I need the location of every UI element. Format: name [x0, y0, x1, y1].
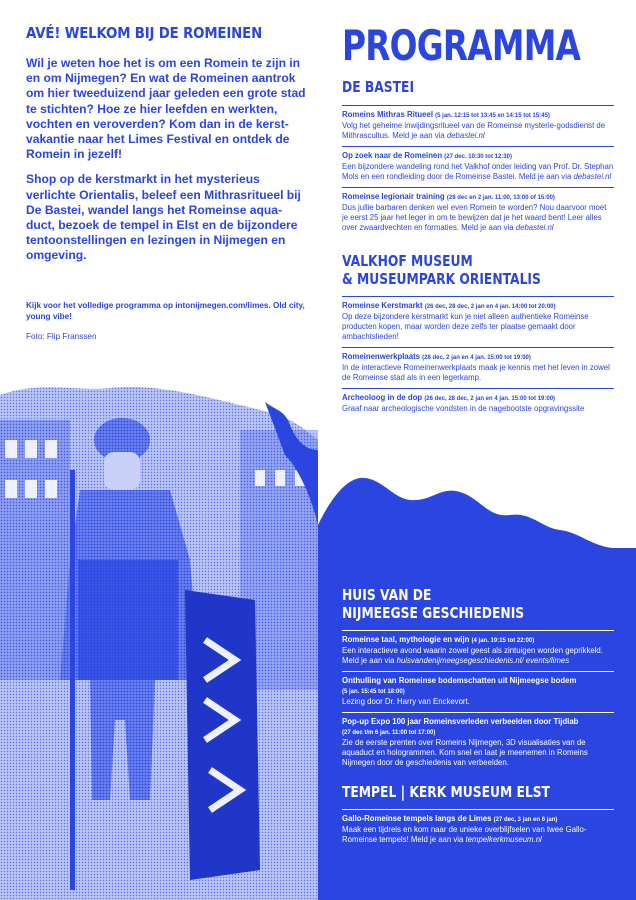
programme-item [342, 187, 614, 238]
item-title: Op zoek naar de Romeinen [342, 151, 443, 160]
programme-item [342, 712, 614, 773]
item-date: (28 dec en 2 jan. 11:00, 13:00 of 15:00) [446, 195, 555, 201]
intro-column [26, 24, 308, 341]
item-date: (27 dec, 3 jan en 6 jan) [493, 817, 558, 823]
item-date: (26 dec, 28 dec, 2 jan en 4 jan. 15:00 tot 19:00) [424, 396, 556, 402]
item-body: Maak een tijdreis en kom naar de unieke overblijfselen van twee Gallo-Romeinse tempels! Meld je aan via [342, 825, 587, 844]
item-title: Romeinse legionair training [342, 192, 445, 201]
item-link[interactable]: debastei.nl [446, 131, 485, 140]
programme-item [342, 630, 614, 671]
item-date: (27 dec t/m 6 jan. 11:00 tot 17:00) [342, 730, 436, 736]
item-link[interactable]: tempelkerkmuseum.nl [465, 835, 542, 844]
item-link[interactable]: debastei.nl [573, 172, 612, 181]
item-date: (5 jan. 15:45 tot 18:00) [342, 689, 405, 695]
section-title-huis-1: HUIS VAN DE [342, 586, 432, 604]
item-date: (27 dec. 10:30 tot 12:30) [444, 154, 512, 160]
programme-item [342, 105, 614, 146]
item-date: (5 jan. 12:15 tot 13:45 en 14:15 tot 15:45) [435, 113, 550, 119]
programme-title: PROGRAMMA [342, 21, 581, 70]
section-title-huis-2: NIJMEEGSE GESCHIEDENIS [342, 604, 525, 622]
section-title-tempel: TEMPEL | KERK MUSEUM ELST [342, 783, 551, 801]
item-title: Gallo-Romeinse tempels langs de Limes [342, 814, 492, 823]
item-title: Onthulling van Romeinse bodemschatten uit Nijmeegse bodem [342, 676, 577, 685]
item-date: (28 dec, 2 jan en 4 jan. 15:00 tot 19:00) [422, 355, 531, 361]
item-body: Een bijzondere wandeling rond het Valkhof onder leiding van Prof. Dr. Stephan Mols en een rondleiding door de Romeinse Bastei. Meld je aan via [342, 162, 614, 181]
programme-item [342, 146, 614, 187]
item-link[interactable]: debastei.nl [515, 223, 554, 232]
item-body: Graaf naar archeologische vondsten in de nagebootste opgravingssite [342, 404, 585, 413]
item-title: Romeinse Kerstmarkt [342, 301, 423, 310]
programme-item [342, 347, 614, 388]
item-body: Volg het geheime inwijdingsritueel van de Romeinse mysterie-godsdienst de Mithrascultus. Meld je aan via [342, 121, 606, 140]
programme-column-lower [342, 586, 614, 850]
intro-heading: AVÉ! WELKOM BIJ DE ROMEINEN [26, 24, 263, 42]
item-body: Een interactieve avond waarin zowel geest als zintuigen worden geprikkeld. Meld je aan via [342, 646, 603, 665]
section-title-bastei: DE BASTEI [342, 78, 415, 96]
programme-item [342, 296, 614, 347]
programme-item [342, 671, 614, 712]
photo-credit: Foto: Flip Franssen [26, 331, 97, 341]
item-date: (4 jan. 19:15 tot 22:00) [471, 638, 535, 644]
item-title: Romeins Mithras Ritueel [342, 110, 433, 119]
item-body: In de interactieve Romeinenwerkplaats maak je kennis met het leven in zowel de Romeinse stad als in een legerkamp. [342, 363, 610, 382]
item-body: Op deze bijzondere kerstmarkt kun je niet alleen authentieke Romeinse producten kopen, maar worden deze zelfs ter plaatse gemaakt door ambachtslieden! [342, 312, 589, 341]
intro-paragraph-2: Shop op de kerstmarkt in het mysterieus verlichte Orientalis, beleef een Mithrasritueel bij De Bastei, wandel langs het Romeinse aqua-duct, bezoek de tempel in Elst en de bijzondere tentoonstellingen en lezingen in Nijmegen en omgeving. [26, 172, 301, 263]
intro-paragraph-1: Wil je weten hoe het is om een Romein te zijn in en om Nijmegen? En wat de Romeinen aantrok om hier tweeduizend jaar geleden een grote stad te stichten? Hoe ze hier leefden en werkten, vochten en veroverden? Kom dan in de kerst-vakantie naar het Limes Festival en ontdek de Romein in jezelf! [26, 56, 306, 162]
programme-column [342, 22, 614, 419]
section-title-valkhof-2: & MUSEUMPARK ORIENTALIS [342, 270, 541, 288]
item-title: Romeinse taal, mythologie en wijn [342, 635, 470, 644]
item-body: Dus jullie barbaren denken wel even Romein te worden? Nou daarvoor moet je eerst 25 jaar het leger in om te bewijzen dat je het waard bent! Leer alles over zwaardvechten en formaties. Meld je aan via [342, 203, 607, 232]
section-title-valkhof-1: VALKHOF MUSEUM [342, 252, 473, 270]
programme-item [342, 388, 614, 419]
more-info-text: Kijk voor het volledige programma op intonijmegen.com/limes. Old city, young vibe! [26, 300, 305, 321]
item-body: Lezing door Dr. Harry van Enckevort. [342, 697, 470, 706]
programme-item [342, 809, 614, 850]
item-body: Zie de eerste prenten over Romeins Nijmegen, 3D visualisaties van de aquaduct en hologrammen. Kom snel en laat je meenemen in Romeins Nijmegen door de geschiedenis van verbeelden. [342, 738, 588, 767]
item-date: (26 dec, 28 dec, 2 jan en 4 jan. 14:00 tot 20:00) [424, 304, 556, 310]
item-title: Archeoloog in de dop [342, 393, 423, 402]
item-title: Pop-up Expo 100 jaar Romeinsverleden verbeelden door Tijdlab [342, 717, 579, 726]
item-title: Romeinenwerkplaats [342, 352, 420, 361]
item-link[interactable]: huisvandenijmeegsegeschiedenis.nl/ events/limes [396, 656, 570, 665]
